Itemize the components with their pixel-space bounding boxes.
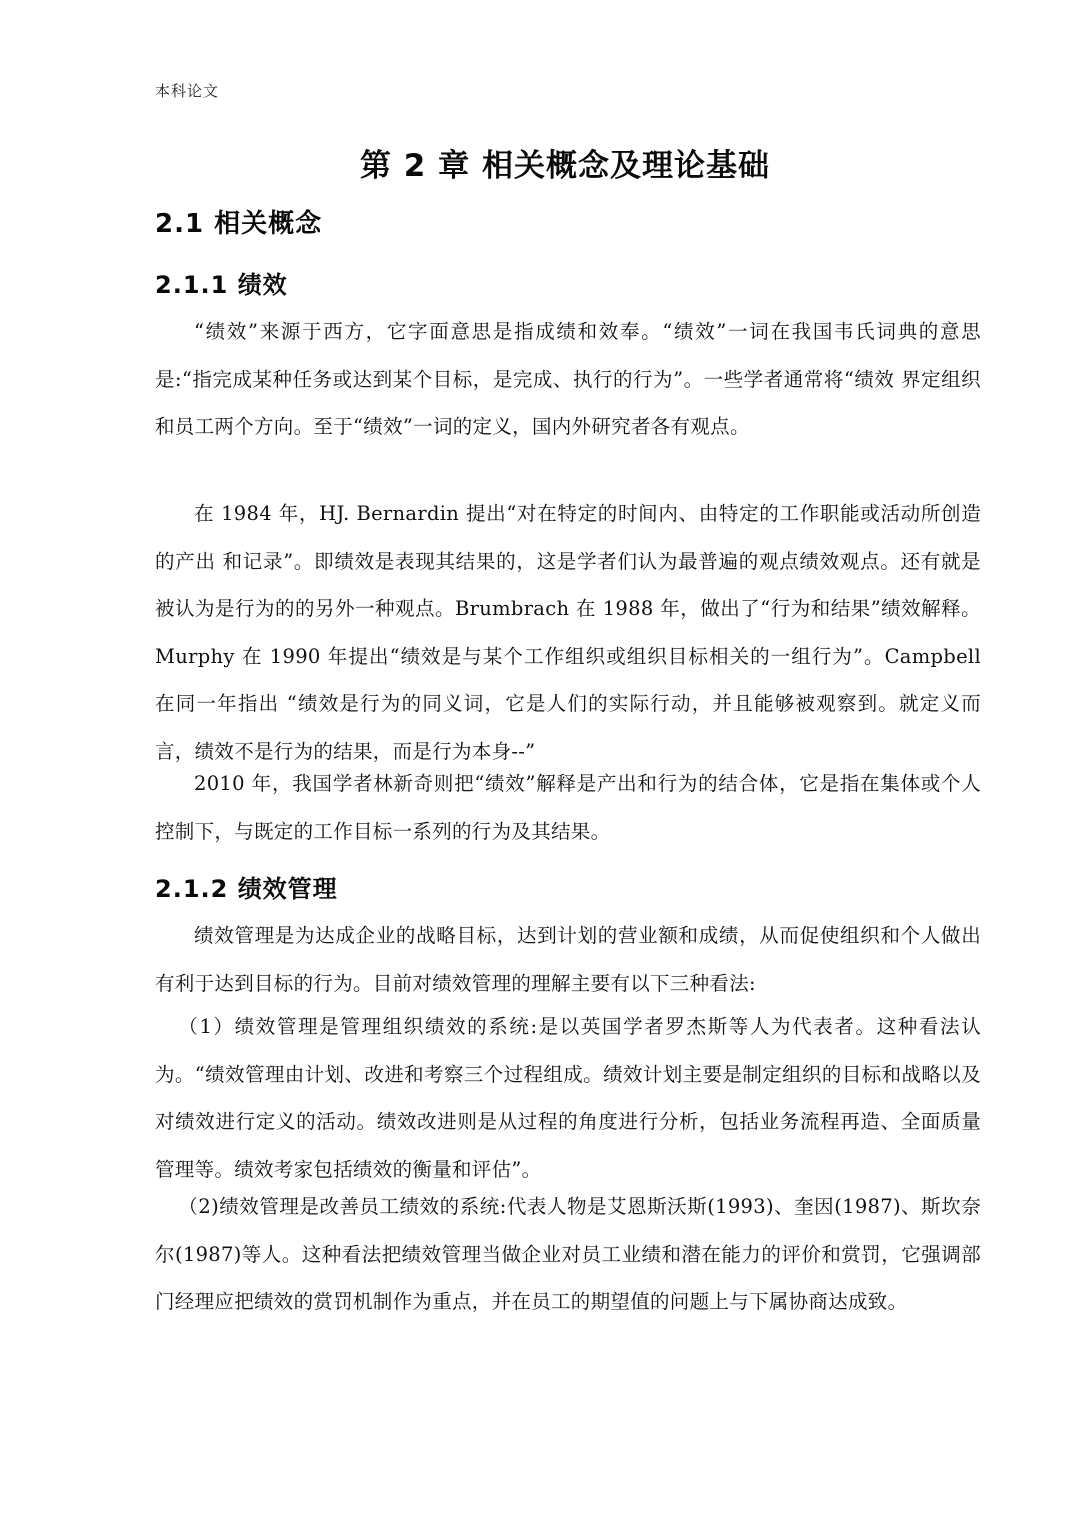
- running-header: 本科论文: [155, 82, 220, 100]
- paragraph-view-1: （1）绩效管理是管理组织绩效的系统:是以英国学者罗杰斯等人为代表者。这种看法认为。“绩效管理由计划、改进和考察三个过程组成。绩效计划主要是制定组织的目标和战略以及对绩效进行定义的活动。绩效改进则是从过程的角度进行分析，包括业务流程再造、全面质量管理等。绩效考家包括绩效的衡量和评估”。: [155, 1015, 981, 1181]
- paragraph-performance-2010: 2010 年，我国学者林新奇则把“绩效”解释是产出和行为的结合体，它是指在集体或个人控制下，与既定的工作目标一系列的行为及其结果。: [155, 772, 981, 843]
- chapter-title: 第 2 章 相关概念及理论基础: [360, 148, 770, 184]
- section-heading-2-1: 2.1 相关概念: [155, 209, 323, 239]
- paragraph-performance-scholars: 在 1984 年，HJ. Bernardin 提出“对在特定的时间内、由特定的工作职能或活动所创造的产出 和记录”。即绩效是表现其结果的，这是学者们认为最普遍的观点绩效观点。还有就是被认为是行为的的另外一种观点。Brumbrach 在 1988 年，做出了“行为和结果”绩效解释。Murphy 在 1990 年提出“绩效是与某个工作组织或组织目标相关的一组行为”。Campbell 在同一年指出 “绩效是行为的同义词，它是人们的实际行动，并且能够被观察到。就定义而言，绩效不是行为的结果，而是行为本身--”: [155, 502, 981, 763]
- section-heading-2-1-1: 2.1.1 绩效: [155, 271, 288, 299]
- paragraph-performance-management-intro: 绩效管理是为达成企业的战略目标，达到计划的营业额和成绩，从而促使组织和个人做出有利于达到目标的行为。目前对绩效管理的理解主要有以下三种看法:: [155, 924, 981, 995]
- paragraph-view-2: （2)绩效管理是改善员工绩效的系统:代表人物是艾恩斯沃斯(1993)、奎因(1987)、斯坎奈尔(1987)等人。这种看法把绩效管理当做企业对员工业绩和潜在能力的评价和赏罚，它强调部门经理应把绩效的赏罚机制作为重点，并在员工的期望值的问题上与下属协商达成致。: [155, 1195, 981, 1313]
- paragraph-performance-origin: “绩效”来源于西方，它字面意思是指成绩和效奉。“绩效”一词在我国韦氏词典的意思是:“指完成某种任务或达到某个目标，是完成、执行的行为”。一些学者通常将“绩效 界定组织和员工两个方向。至于“绩效”一词的定义，国内外研究者各有观点。: [155, 320, 981, 438]
- section-heading-2-1-2: 2.1.2 绩效管理: [155, 875, 338, 903]
